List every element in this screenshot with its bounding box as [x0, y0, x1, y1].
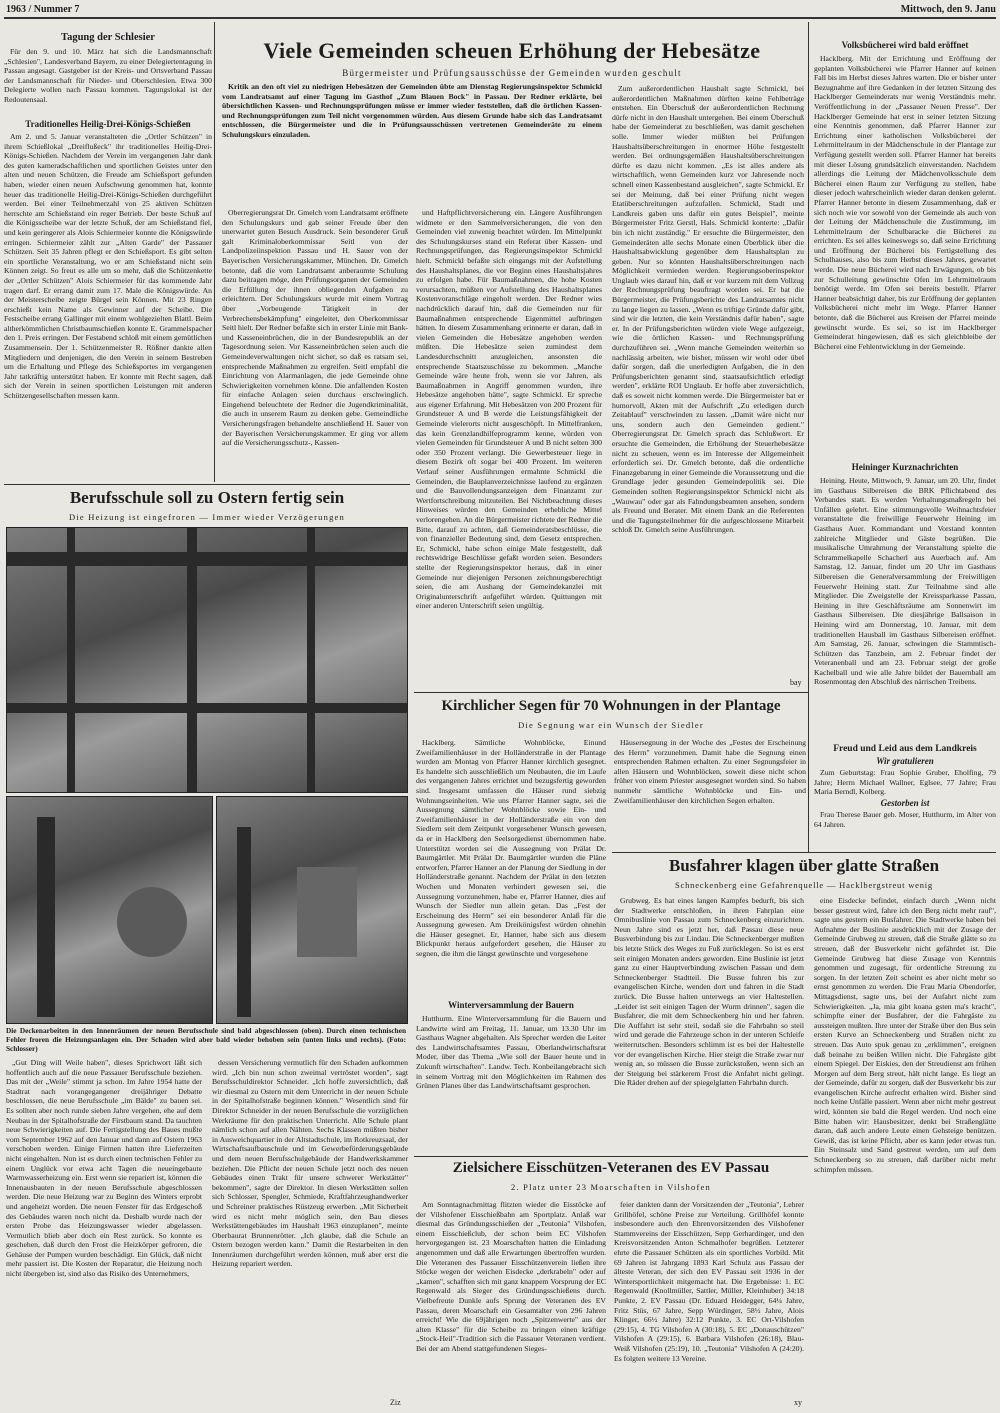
- lead-headline: Viele Gemeinden scheuen Erhöhung der Hebesätze: [263, 38, 761, 63]
- issue-number: 1963 / Nummer 7: [6, 4, 80, 15]
- right-column: [814, 22, 996, 852]
- berufsschule-signature: Ziz: [390, 1398, 401, 1407]
- section-rule: [414, 1156, 808, 1157]
- photo-ceiling-works: [6, 527, 408, 793]
- lead-column-2: und Haftpflichtversicherung ein. Längere Ausführungen widmete er den Sammelversicherungen, die von den Gemeinden viel zuwenig beachtet würden. Im Mittelpunkt des Schulungskurses stand ein Referat über Kassen- und Rechnungsprüfungen, das Regierungsinspektor Schmickl hielt. Schmickl befaßte sich eingangs mit der Aufstellung des Haushaltsplanes, die vor Beginn eines Haushaltsjahres zu erfolgen habe. Für Baumaßnahmen, die hohe Kosten verursachten, müßten vor Aufstellung des Haushaltsplanes Kostenvoranschläge eingeholt werden. Der Redner wies nachdrücklich darauf hin, daß die Gemeinden nur für Baumaßnahmen entsprechende Eigenmittel aufbringen hätten. In diesem Zusammenhang erinnerte er daran, daß in vielen Gemeinden die Hebesätze angehoben werden müßten. Die Hebesätze seien zumindest dem Landesdurchschnitt anzugleichen, ansonsten die entsprechende Staatszuschüsse zu bekommen. „Manche Gemeinde wäre heute froh, wenn sie vor Jahren, als Baumaßnahmen in Angriff genommen wurden, ihre Hebesätze angehoben hätte", sagte Schmickl. Er spreche aus eigener Erfahrung. Mit Hebesätzen von 200 Prozent für Grundsteuer A und B werde die Leistungsfähigkeit der Gemeinde vielerorts nicht ausgeschöpft. In Mittelfranken, das kein Grenzlandhilfeprogramm kenne, würden von vielen Gemeinden für Grundsteuer A und B nicht selten 300 oder 350 Prozent verlangt. Die Gewerbesteuer liege in diesem Bezirk oft sogar bei 400 Prozent. Im weiteren Verlauf seiner Ausführungen ermahnte Schmickl die Gemeinden, die Bauplanverzeichnisse laufend zu ergänzen und die Bauvollendungsanzeigen dem Finanzamt zur Wertfortschreibung mitzuteilen. Bei Nichtbeachtung dieses Hinweises würden den Gemeinden erhebliche Mittel verlorengehen. An die Bürgermeister richtete der Redner die Bitte, darauf zu achten, daß Gemeinderatsbeschlüsse, die von finanzieller Bedeutung sind, dem Gesetz entsprechen. Er, Schmickl, habe schon einige Male festgestellt, daß rechtswidrige Beschlüsse gefaßt worden seien. Besonders stellte der Regierungsinspektor heraus, daß in einer Gemeinde nur diejenigen Personen zeichnungsberechtigt seien, die am Aushang der Gemeindekanzlei mit Originalunterschrift aufgeführt würden. Quittungen mit einer anderen Unterschrift seien ungültig.: [416, 208, 602, 611]
- top-rule: [4, 17, 996, 19]
- busfahrer-column-2: eine Eisdecke befindet, einfach durch „Wenn nicht besser gestreut wird, fahre ich den Berg nicht mehr rauf", sagte uns gestern ein Busfahrer. Die Stadtwerke haben bei Aufnahme der Buslinie ausdrücklich mit der Zusage der Gemeinde Grubweg zu streuen, daß die Straße glätte so zu streuen, daß der Busverkehr nicht gefährdet ist. Die Gemeinde Grubweg hat diese Zusage von Kenntnis genommen und zugesagt, für ordentliche Streuung zu sorgen. In der letzten Zeit scheint es aber nicht mehr so ernst genommen zu werden. Die Frau Maria Obendorfer, Mittagsdienst, sagte uns, bei der Aufahrt nicht zum Schwierigkeiten. „Ja, mia gibt koana gsten ma's kracht", schimpfte einer der Busfahrer, der die Fahrgäste zu aussteigen mußten. Ihre unter der Straße über den Bus sein ersten Kurve an Schneckenberg und Straßen nicht zu streuen. Das Auto spuk genau zu „erklimmen", ereignen daß beinahe zu beißen Willen nicht. Die Fahrgäste gibt einem Spiegel. Der Eiskies, den der Streudienst am frühen Morgen auf dem Berg streut, hält nicht lange. Es liegt an der Gemeinde, dafür zu sorgen, daß der Busverkehr bis zur evangelischen Kirche aufrecht erhalten wird. Bisher sind noch keine Unfälle passiert. Wenn aber nicht mehr gestreut wird, könnten sie bald die Regel werden. Und noch eine Bitte haben wir: Hausbesitzer, denkt bei Straßenglätte daran, daß auch andere Leute einen Gehsteige benützen. Gewiß, das ist keine Pflicht, aber es kann jeder etwas tun. Ein Steinsalz und Sand gestreut werden, um auf dem Schneckenberg so zu streuen, daß darüber nicht mehr schimpfen müssen.: [814, 896, 996, 1174]
- section-rule: [414, 692, 808, 693]
- eisschuetzen-headline: Zielsichere Eisschützen-Veteranen des EV Passau: [452, 1160, 770, 1176]
- headline-freud-leid: Freud und Leid aus dem Landkreis: [833, 744, 977, 754]
- bauern-headline: Winterversammlung der Bauern: [448, 1000, 574, 1010]
- lead-column-3: Zum außerordentlichen Haushalt sagte Schmickl, bei außerordentlichen Maßnahmen dürften keine Fehlbeträge entstehen. Ein Überschuß der außerordentlichen Rechnung dürfe nicht in den Haushalt untergehen. Bei einem Überschuß habe der Gemeinderat zu beschließen, was damit geschehen solle. Immer wieder müßten bei Prüfungen Haushaltsüberschreitungen in enormer Höhe festgestellt werden. Bei ordnungsgemäßen Haushaltsüberschreitungen dürfte es dazu nicht kommen. „Es ist alles andere als wirtschaftlich, wenn Gemeinden kurz vor Jahresende noch schnell einen Kassenbestand ausgleichen", sagte Schmickl. Er sei der Meinung, daß bei einer Prüfung nicht wegen Etatüberschreitungen aufzufallen. Schmickl, Stadt und Landkreis gaben uns dafür ein gutes Beispiel", meinte Bürgermeister Fritz Gerstl, Hals. Schmickl konterte: „Dafür bin ich nicht zuständig." Er ersuchte die Bürgermeister, den Gemeinderäten alle sechs Monate einen Überblick über die Haushaltsabwicklung gegenüber dem Haushaltsplan zu geben. Nur so könnten Haushaltsüberschreitungen nach Möglichkeit vermieden werden. Regierungsoberinspektor Unglaub wies darauf hin, daß er vor kurzem mit dem Vollzug der Rechnungsprüfung beauftragt worden sei. Er bat die Bürgermeister, die Prüfungsberichte des Landratsamtes nicht zu lange liegen zu lassen. „Wenn es triftige Gründe dafür gibt, sind wir die letzten, die kein Verständnis dafür haben", sagte er. In der Prüfungsberichten würden viele Wege aufgezeigt, wie die örtlichen Kassen- und Rechnungsprüfung durchzuführen sei. „Wenn manche Gemeinden weiterhin so nachlässig arbeiten, wie bisher, müssen wir wohl oder übel dafür sorgen, daß die unerledigten Aufgaben, die in den Prüfungsberichten genannt sind, staatsaufsichtlich erledigt werden", erklärte ROI Unglaub. Er hoffe aber zuversichtlich, daß es soweit nicht kommen werde. Die Bürgermeister bat er humorvoll, Akten mit der Aufschrift „Zu erledigen durch Zeitablauf" verschwinden zu lassen. „Damit wäre nicht nur uns, sondern auch den Gemeinden gedient." Oberregierungsrat Dr. Gmelch sprach das Schlußwort. Er ersuchte die Gemeinden, die Erhöhung der Steuerhebesätze nicht zu scheuen, wenn es im Interesse der Allgemeinheit erforderlich sei. Dr. Gmelch betonte, daß die ordentliche Finanzgebarung in einer Gemeinde die Voraussetzung und die Grundlage jeder gesunden Gemeindepolitik sei. Die Gemeinden sollten Regierungsinspektor Schmickl nicht als „Wauwau" oder gar als Fahndungsbeamten ansehen, sondern als Freund und Berater. Mit einem Dank an die Referenten und die Tagungsteilnehmer für die aufgeschlossene Mitarbeit schloß Dr. Gmelch seine Ausführungen.: [612, 84, 804, 535]
- column-rule: [214, 22, 215, 482]
- headline-tagung: Tagung der Schlesier: [61, 32, 155, 43]
- headline-heining: Heininger Kurznachrichten: [851, 462, 959, 472]
- lead-subhead: Bürgermeister und Prüfungsausschüsse der Gemeinden wurden geschult: [342, 68, 682, 78]
- issue-date: Mittwoch, den 9. Janu: [900, 4, 996, 15]
- heading-gratulieren: Wir gratulieren: [876, 756, 934, 766]
- eisschuetzen-signature: xy: [794, 1398, 802, 1407]
- section-rule: [612, 852, 996, 853]
- berufsschule-column-2: dessen Versicherung vermutlich für den Schaden aufkommen wird. „Ich bin nun schon zweimal vertröstet worden", sagt Berufsschuldirektor Schneider. „Ich hoffe zuversichtlich, daß wir diesmal zu Ostern mit dem Unterricht in der neuen Schule in der Spitalhofstraße beginnen können." Wesentlich sind für Direktor Schneider in der neuen Berufsschule die vorzüglichen Werkräume für den praktischen Unterricht. Alle Schule plant nämlich schon auf allen Nähten. Sechs Klassen müßten bisher in Ausweichquartier in der Altstadtschule, im Rotkreuzsaal, der Wirtschaftsaufbauschule und im Gewerbeförderungsgebäude und dem neuen Berufsschulgebäude der Handwerkskammer beziehen. Die Pflicht der neuen Schule jetzt noch des neuen Gebäudes einen Trakt für unsere schwerer Werkstätter" bekommen", sagte der Direktor. In diesen Werkstätten sollen sich Schlosser, Spengler, Schmiede, Kraftfahrzeughandwerker und Schreiner praktisches Rüstzeug erwerben. „Mit Sicherheit wird es nicht mehr möglich sein, den Bau dieses Werkstättengebäudes im Haushalt 1963 einzuplanen", meinte Oberbaurat Brunnenrötter. „Ich glaube, daß die Schule an Ostern bezogen werden kann." Damit die Restarbeiten in den Innenräumen durchgeführt werden können, muß aber erst die Heizung repariert werden.: [212, 1058, 408, 1269]
- lead-intro: Kritik an den oft viel zu niedrigen Hebesätzen der Gemeinden übte am Dienstag Regierungsinspektor Schmickl vom Landratsamt auf einer Tagung im Gasthof „Zum Blauen Bock" in Passau. Der Redner erklärte, bei übersichtlichen Kassen- und Rechnungsprüfungen müsse er immer wieder feststellen, daß die örtlichen Kassen- und Rechnungsprüfungen zum Teil nicht vorgenommen würden. Aus diesem Grunde habe sich das Landratsamt entschlossen, die Bürgermeister und die in Prüfungsausschüssen vertretenen Gemeinderäte zu einem Schulungskurs einzuladen.: [222, 82, 602, 139]
- headline-schiessen: Traditionelles Heilig-Drei-Königs-Schießen: [25, 119, 191, 129]
- busfahrer-headline: Busfahrer klagen über glatte Straßen: [668, 856, 940, 875]
- headline-buecherei: Volksbücherei wird bald eröffnet: [841, 40, 969, 50]
- photo-heating-left: [6, 796, 213, 1024]
- photo-heating-right: [216, 796, 408, 1024]
- eisschuetzen-column-1: Am Sonntagnachmittag flitzten wieder die Eisstöcke auf der Vilshofener Eisschießbahn am Sportplatz. Anlaß war diesmal das Gründungsschießen der „Teutonia" Vilshofen, einem Eisschießclub, der schon beim EC Vilshofen hervorgegangen ist. 23 Moarschaften hatten die Einladung angenommen und daß alle Erwartungen übertroffen wurden. Die Veteranen des Passauer Eisschützenverein ließen ihre Stöcke wegen der weichen Eisdecke „derkrabeln" oder auf „kamen", schafften sich mit ganz knappem Vorsprung der EC Regenwald als Sieger des Gründungsschießens durch. Vielbefreute Dunkle aufs Sprung der Veteranen des EV Passau, deren Moarschaft ein Gesamtalter von 296 Jahren erreicht! Wie die 69jährigen noch „Spitzenwerte" aus der alten Klasse" für die Scheibe zu bringen einen kräftige „Stock-Heil"-Tradition sich die Passauer Veteranen verdient. Bei der am Abend stattgefundenen Sieges-: [416, 1200, 606, 1353]
- kirche-column-2: Häusersegnung in der Woche des „Festes der Erscheinung des Herrn" vorzunehmen. Damit habe die Segnung einen entsprechenden Rahmen erhalten. Zu einer Segnungsfeier in allen Häusern und Wohnblöcken, soweit diese nicht schon früher von einem Priester ausgesegnet worden sind. So haben nunmehr sämtliche Wohnblöcke und Ein- und Zweifamilienhäuser den kirchlichen Segen erhalten.: [614, 738, 806, 805]
- column-rule: [808, 22, 809, 852]
- article-buecherei: Hacklberg. Mit der Errichtung und Eröffnung der geplanten Volksbücherei wie Pfarrer Hanner auf keinen Fall bis im Herbst dieses Jahres warten. Die er bisher unter Bezugnahme auf ihre Gedanken in der letzten Sitzung des Hacklberger Gemeinderats nur wenig Verständnis mehr. Veröffentlichung in der „Passauer Neuen Presse". Der Hacklberger Gemeinde hat erst in seiner letzten Sitzung eine Kenntnis genommen, daß Pfarrer Hanner zur Errichtung einer katholischen Volksbücherei der Lehrmittelraum in der Mädchenschule in der Plantage zur Verfügung gestellt werden soll. Pfarrer Hanner hat bereits mit dieser Lösung grundsätzlich einverstanden. Nachdem allerdings die Leitung der Mädchenvolksschule dem Bücherei einen Raum zur Verfügung zu stellen, habe dieser jedoch wahrscheinlich wieder daran denken gelernt. Pfarrer Hanner betonte in diesem Zusammenhang, daß er sich noch wie vor sowohl von der Gemeinde als auch von der Leitung der Mädchenschule die Zustimmung, im Lehrmittelraum der Schulbaracke die Bücherei zu errichten. Es sei alles keineswegs so, daß seine Errichtung und Eröffnung der Bücherei bis Fertigstellung des Schulhauses, also bis zum Herbst dieses Jahres, gewartet werde. Die neue Bücherei wird nach Erwägungen, ob bis zur Schulleitung gewünschte Ofen im Lehrmittelraum benötigt werde. Im Ofen sei bereits bestellt. Pfarrer Hanner beabsichtigt daher, bis zur Eröffnung der geplanten Volksbücherei nicht mehr im Wege. Pfarrer Hanner betonte, daß die Bücherei aus Kreisen der Pfarrei meinde gewünscht wurde. Es sei, so ist im Hacklberger Gemeinderat hingewiesen, daß es sich gleichbleibe der Bücherei eine Fehlentwicklung in der Gemeinde.: [814, 54, 996, 351]
- article-heining: Heining. Heute, Mittwoch, 9. Januar, um 20. Uhr, findet im Gasthaus Silbereisen die BRK Pflichtabend des Verbandes statt. Es werden Verhaltungsmaßregeln bei Unfällen gelehrt. Eine stimmungsvolle Weihnachtsfeier veranstaltete die freiwillige Feuerwehr Heining im Gasthaus Auer. Kommandant und Vorstand konnten zahlreiche Mitglieder und Gäste begrüßen. Die musikalische Umrahmung der Veranstaltung spielte die Schrammelkapelle Schacherl aus Auerbach auf. Am Samstag, 12. Januar, findet um 20 Uhr im Gasthaus Silbereisen die Generalversammlung der Freiwilligen Feuerwehr Heining statt. Zur Teilnahme sind alle Mitglieder. Die Zweigstelle der Kreissparkasse Passau, Heining in ihre Geschäftsräume am Sonnenwirt im Gasthaus Silbereisen. Die diesjährige Ballsaison in Heining wird am Donnerstag, 10. Januar, mit dem traditionellen Hausball im Gasthaus Silbereisen eröffnet. Am Samstag, 26. Januar, schwingen die Stammtisch-Schützen das Tanzbein, am 2. Februar findet der Veteranenball und am 23. Februar steigt der große Kachelball und wie alle Jahre bildet der Bauernball am Rosenmontag den Abschluß des närrischen Treibens.: [814, 476, 996, 687]
- left-column: [4, 22, 212, 492]
- kirche-column-1: Hacklberg. Sämtliche Wohnblöcke, Einund Zweifamilienhäuser in der Holländerstraße in der Plantage wurden am Montag von Pfarrer Hanner kirchlich gesegnet. Es handelte sich ausschließlich um Neubauten, die im Laufe des vergangenen Jahres errichtet und bezugsfertig geworden sind. Insgesamt umfassen die Häuser rund siebzig Wohnungseinheiten. Wie uns Pfarrer Hanner sagte, sei die Aussegnung sämtlicher Wohnblöcke sowie Ein- und Zweifamilienhäuser in der Holländerstraße ein von den Siedlern seit dem Zeitpunkt vorgesehener Wunsch gewesen, da er in Hacklberg den Seelsorgedienst übernommen habe. Unterstützt worden sei die Aussegnung von Prälat Dr. Baumgärtler. Mit Prälat Dr. Baumgärtler wurden die Pläne entworfen, Pfarrer Hanner an der Planung der Siedlung in der Holländerstraße genannt. Nachdem der Prälat in den letzten Wochen und Monaten verhindert gewesen sei, die Aussegnung vorzunehmen, habe er, Pfarrer Hanner, dies auf Wunsch der Siedler nun allein getan. Das „Fest der Erscheinung des Herrn" sei ein besonderer Anlaß für die Aussegnung gewesen. Am Dreikönigsfest würden ohnehin die Häuser gesegnet. Er, Hanner, habe sich aus diesem Blickpunkt heraus aufgefordert gesehen, die Häuser zu segnen, die ihm die längst gewünschte und vorgesehene: [416, 738, 606, 959]
- berufsschule-column-1: „Gut Ding will Weile haben", dieses Sprichwort läßt sich hoffentlich auch auf die neue Passauer Berufsschule beziehen. Das mit der „Weile" stimmt ja schon. Im Jahre 1954 hatte der Stadtrat nach vorangegangener dreijähriger Debatte beschlossen, die neue Berufsschule „im Bälde" zu bauen sei. Es sollten aber noch runde sieben Jahre vergehen, ehe auf dem Neubau in der Spitalhofstraße der Firstbaum stand. Da tauchten neue Schwierigkeiten auf. Die Fertigstellung des Baues mußte vom September 1962 auf den Januar und dann auf Ostern 1963 verschoben werden. Einige Firmen hatten ihre Lieferzeiten nicht eingehalten. Nun ist es durch einen technischen Fehler zu einem Unglück vor etwa acht Tagen die neueingebaute Warmwasserheizung ein. Erst wenn sie repariert ist, können die Innenausbauten in der neuen Berufsschule abgeschlossen werden. Die neue Heizung war zu Beginn des Winters erprobt und angeheizt worden. Die neuen Fenster für das Erdgeschoß des Gebäudes waren noch nicht da. Deshalb wurde nach der ersten Probe das Heizungswasser wieder abgelassen. Vermutlich blieb aber doch ein Rest zurück. So konnte es geschehen, daß durch den Frost die Heizkörper gefroren, die Gehäuse der Pumpen wurden beschädigt. Ein Glück, daß nicht mehr passiert ist. Die Kosten der Reparatur, die Heizung noch nicht übergeben ist, sind also das Risiko des Unternehmers,: [6, 1058, 202, 1279]
- lead-column-1: Oberregierungsrat Dr. Gmelch vom Landratsamt eröffnete den Schulungskurs und gab seiner Freude über den unerwartet guten Besuch Ausdruck. Sein besonderer Gruß galt Kriminaloberkommissar Seitl von der Landpolizeiinspektion Passau und H. Sauer von der Bayerischen Versicherungskammer, München. Dr. Gmelch betonte, daß die vom Landratsamt anberaumte Schulung dazu beitragen möge, den Prüfungsorganen der Gemeinden die Erfüllung der ihnen obliegenden Aufgaben zu erleichtern. Der Schulungskurs wurde mit einem Vortrag über „Vorbeugende Tätigkeit in der Verbrechensbekämpfung" eingeleitet, den Oberkommissar Seitl hielt. Der Redner befaßte sich in erster Linie mit Bank- und Kasseneinbrüchen, die in der Bundesrepublik an der Tagesordnung seien. Vor Kasseneinbrüchen seien auch die Gemeindeverwaltungen nicht sicher, so daß es ratsam sei, entsprechende Maßnahmen zu ergreifen. Seitl empfahl die Einrichtung von Alarmanlagen, die jede Gemeinde ohne Schwierigkeiten vornehmen könne. Die anfallenden Kosten für einfache Anlagen seien durchaus erschwinglich. Eingehend beleuchtete der Redner die Jugendkriminalität, die auch in unserem Raum zu denken gebe. Gemeindliche Versicherungsfragen behandelte anschließend H. Sauer von der Bayerischen Versicherungskammer. Er ging vor allem auf die Versicherungsschutz-, Kassen-: [222, 208, 408, 448]
- busfahrer-subhead: Schneckenberg eine Gefahrenquelle — Hacklbergstreut wenig: [675, 880, 933, 890]
- article-tagung: Für den 9. und 10. März hat sich die Landsmannschaft „Schlesien", Landesverband Bayern, zu einer Delegiertentagung in Passau angesagt. Gastgeber ist der Kreis- und Ortsverband Passau der Landsmannschaft für Nieder- und Oberschlesien. Etwa 300 Delegierte wollen nach Passau kommen. Tagungslokal ist der Redoutensaal.: [4, 47, 212, 104]
- article-schiessen: Am 2. und 5. Januar veranstalteten die „Ortler Schützen" in ihrem Schießlokal „Dreiflußeck" ihr traditionelles Heilig-Drei-Königs-Schießen. Nachdem der Verein im vergangenen Jahr dank des guten kameradschaftlichen und sportlichen Geistes unter den alten und neuen Schützen, die Freude am Schießsport gefunden haben, wieder einen neuen Aufschwung genommen hat, konnte heuer das traditionelle Heilig-Drei-Königs-Schießen durchgeführt werden. Bei einer Teilnehmerzahl von 25 aktiven Schützen herrschte am Schießstand ein reger Betrieb. Der beste Schuß auf die Königsscheibe war der letzte Schuß, der am Schießstand fiel, und kein geringerer als Alois Schiermeier konnte die Königswürde erringen. Schiermeier zählt zur „Alten Garde" der Passauer Schützen. Seit 35 Jahren pflegt er den Schießsport. Es gibt selten ein sportliche Veranstaltung, wo er am Schießstand nicht sein Können zeigt. So freut es alle um so mehr, daß die Schützenkette der „Ortler Schützen" Alois Schiermeier für das kommende Jahr tragen darf. Er errang damit zum 17. Male die Königswürde. An der Meisterscheibe zeigte Bürgel sein Können. Mit 23 Ringen erschießt kein Name als Gewinner auf der Scheibe. Die Festscheibe errang Gallinger mit einem wohlgezielten Blattl. Beim altherkömmlichen Christbaumschießen konnte E. Grammelspacher den 1. Preis erringen. Der Festabend schloß mit einem gemütlichen Zusammensein. Der 1. Schützenmeister R. Rößner dankte allen Mitgliedern und denjenigen, die den Verein in seinem Bestreben um die Erhaltung und Pflege des Schießsportes im vergangenen Jahr tatkräftig unterstützt haben. Er konnte mit Recht sagen, daß sich der Verein in seinen sportlichen Leistungen mit anderen Schützengesellschaften messen kann.: [4, 132, 212, 401]
- heading-gestorben: Gestorben ist: [880, 798, 930, 808]
- berufsschule-subhead: Die Heizung ist eingefroren — Immer wieder Verzögerungen: [69, 512, 345, 522]
- busfahrer-column-1: Grubweg. Es hat eines langen Kampfes bedurft, bis sich der Stadtwerke entschloßen, in ihren Fahrplan eine Omnibuslinie von Passau zum Schneckenberg einzurichten. Neun Jahre sind es jetzt her, daß Passau diese neue Busverbindung bis zur Lindau. Die Schneckenberger mußten bis letzte Stück des Weges zu Fuß zurücklegen. So ist es erst seit einigen Monaten anders geworden. Eine Buslinie ist jetzt ganz zu einer Hauptverbindung zwischen Passau und dem Schneckenberger Stadtteil. Die Busse fuhren bis zur evangelischen Kirche, wenden dort und fahren in die Stadt zurück. Die Busse halten unterwegs an vier Haltestellen. „Leider ist seit einigen Tagen der Wurm drinnen", sagen die Busfahrer, die mit dem Schneckenberg hin und her fahren. Die Auffahrt ist sehr steil, sodaß sie die Fahrbahn so steil wird und gerade die Fahrzeuge schon in der unteren Schleife weiterrutschen. Besonders schlimm ist es bei der Haltestelle vor der evangelischen Kirche. Hier steigt die Straße zwar nur wenig an, so müssen die Busse zurückstoßen, wenn sich an der Steigung bei stärkerem Frost die Anfahrt nicht gelingt. Die Räder drehen auf der spiegelglatten Fahrbahn durch.: [614, 896, 804, 1088]
- birthday-list: Zum Geburtstag: Frau Sophie Gruber, Eholfing, 79 Jahre; Herrn Michael Wallner, Eglsee, 77 Jahre; Frau Maria Berndl, Kolberg.: [814, 768, 996, 796]
- bauern-article: Hutthurm. Eine Winterversammlung für die Bauern und Landwirte wird am Freitag, 11. Januar, um 13.30 Uhr im Gasthaus Wagner abgehalten. Als Sprecher werden die Leiter des Landwirtschaftsamtes Passau, Oberlandwirtschaftsrat Moder, über das Thema „Wie soll der Bauer heute und in Zukunft wirtschaften". Landw. Tech. Konbeilangebracht sich in seinem Vortrag mit den Möglichkeiten im Rahmen des Grünen Planes über das Landwirtschaftsamt gesprochen.: [416, 1014, 606, 1091]
- obituary: Frau Therese Bauer geb. Moser, Hutthurm, im Alter von 64 Jahren.: [814, 810, 996, 829]
- eisschuetzen-column-2: feier dankten dann der Vorsitzenden der „Teutonia", Lehrer Grillhöfel, schöne Preise zur Verteilung. Grillhöfel konnte insbesondere auch den Ehrenvorsitzenden des Vilshofener Stammvereins der Eisschützen, Sepp Gerhardinger, und den Kreisvorsitzenden Anton Schmalhofer begrüßen. Letzterer ehrte die Passauer Schützen als ein sportliches Vorbild. Mit 69 Jahren ist Jahrgang 1893 Karl Schulz aus Passau der älteste Veteran, der sich den EV Passau seit 1936 in der Wintersportlichkeit mitgemacht hat. Die Ergebnisse: 1. EC Regenwald (Knollmüller, Sattler, Müller, Kleinhuber) 34:18 Punkte, 2. EV Passau (Dr. Eduard Heidegger, 64¼ Jahre, Fritz Stüs, 67 Jahre, Sepp Würdinger, 58½ Jahre, Alois Klinger, 66½ Jahre) 32:12 Punkte, 3. EC Ort-Vilshofen (29:15), 4. TG Vilshofen A (30:18), 5. EC „Donauschützen" Vilshofen A (29:15), 6. Barbara Vilshofen (26:18), Blau-Weiß Vilshofen (25:19), 10. „Teutonia" Vilshofen A (24:20). Es folgten weitere 13 Vereine.: [614, 1200, 804, 1363]
- photo-caption: Die Deckenarbeiten in den Innenräumen der neuen Berufsschule sind bald abgeschlossen (oben). Durch einen technischen Fehler froren die Heizungsanlagen ein. Der Schaden wird aber bald wieder behoben sein (unten links und rechts). (Foto: Schlosser): [6, 1026, 406, 1053]
- section-rule: [4, 484, 410, 485]
- lead-signature: bay: [790, 678, 802, 687]
- kirche-headline: Kirchlicher Segen für 70 Wohnungen in der Plantage: [441, 698, 781, 714]
- kirche-subhead: Die Segnung war ein Wunsch der Siedler: [518, 720, 704, 730]
- berufsschule-headline: Berufsschule soll zu Ostern fertig sein: [69, 488, 345, 507]
- eisschuetzen-subhead: 2. Platz unter 23 Moarschaften in Vilshofen: [511, 1182, 711, 1192]
